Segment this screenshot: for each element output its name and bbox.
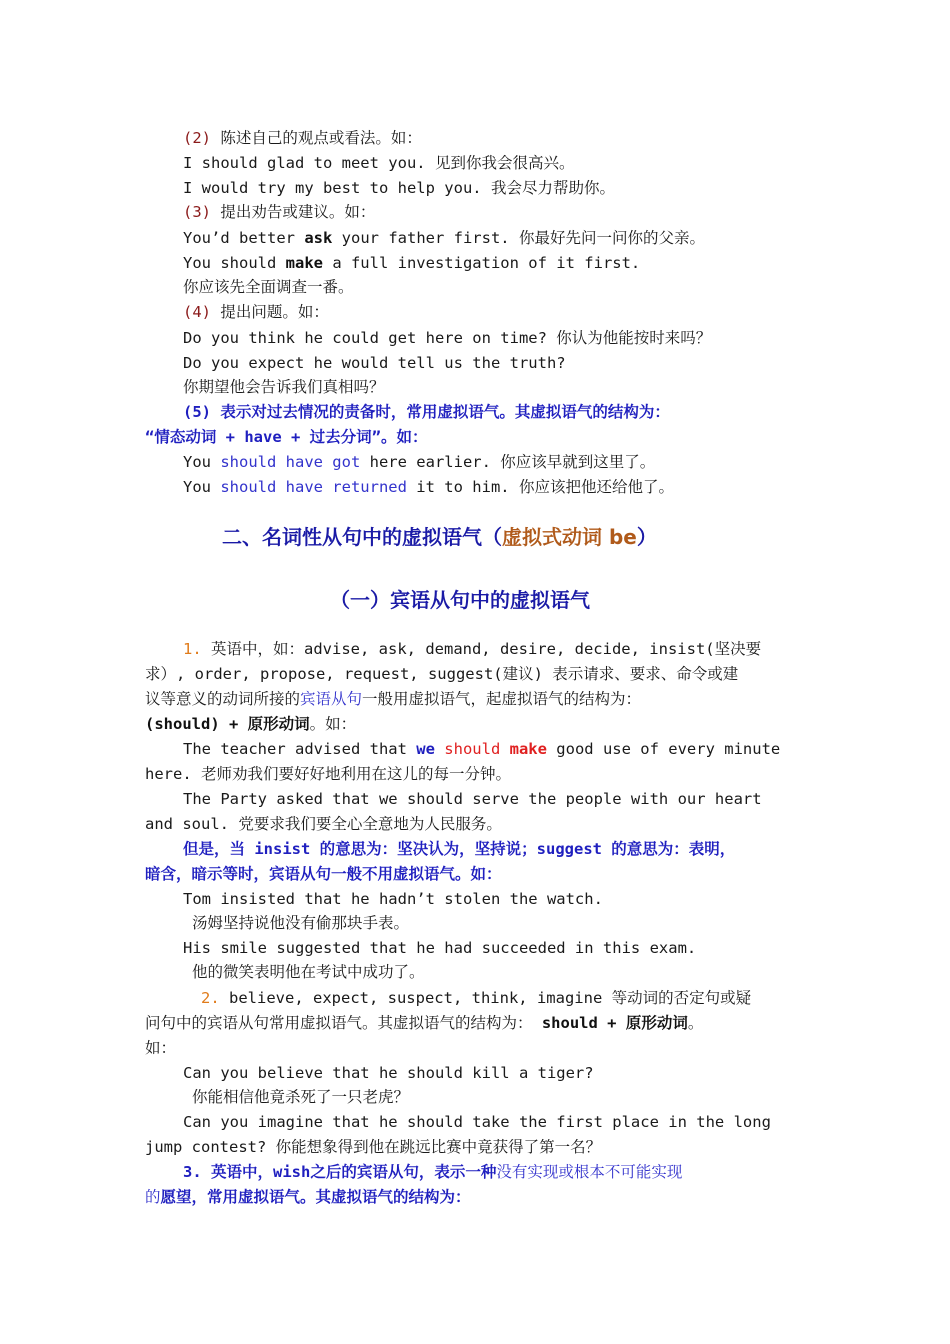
item-3-line: [183, 200, 375, 224]
paragraph-line: [183, 1160, 682, 1184]
text-run: 问句中的宾语从句常用虚拟语气。其虚拟语气的结构为：: [145, 1014, 542, 1032]
subject-word: we: [416, 740, 435, 758]
paragraph-line: [183, 637, 761, 661]
note-line: 但是，当 insist 的意思为：坚决认为，坚持说；suggest 的意思为：表明，: [183, 840, 736, 858]
text-run: 一般用虚拟语气，起虚拟语气的结构为：: [362, 690, 642, 708]
text-run: it to him. 你应该把他还给他了。: [406, 478, 674, 496]
text-run: You’d better: [183, 229, 305, 247]
heading-text: 二、名词性从句中的虚拟语气（: [222, 525, 502, 549]
example-line: here. 老师劝我们要好好地利用在这儿的每一分钟。: [145, 765, 511, 783]
verb-word: make: [509, 740, 547, 758]
paragraph-line: [145, 687, 641, 711]
text-run: 英语中，如：advise, ask, demand, desire, decide, insist(坚决要: [201, 640, 762, 658]
example-line: [183, 226, 705, 250]
note-line: 暗含，暗示等时，宾语从句一般不用虚拟语气。如：: [145, 865, 502, 883]
text-run: believe, expect, suspect, think, imagine 等动词的否定句或疑: [219, 989, 752, 1007]
text-run: 英语中，wish之后的宾语从句，表示一种: [201, 1163, 497, 1181]
example-line: [183, 737, 780, 761]
heading-highlight: 虚拟式动词 be: [502, 525, 637, 549]
paragraph-line: 如：: [145, 1039, 177, 1057]
item-text: 提出劝告或建议。如：: [220, 203, 376, 221]
translation-line: 他的微笑表明他在考试中成功了。: [192, 963, 425, 981]
highlighted-term: 宾语从句: [300, 690, 363, 708]
text-run: You: [183, 453, 221, 471]
text-run: 。: [687, 1014, 704, 1032]
text-run: a full investigation of it first.: [322, 254, 641, 272]
example-line: Can you imagine that he should take the first place in the long: [183, 1113, 771, 1131]
item-number: 1.: [183, 640, 202, 658]
item-number: (2): [183, 129, 211, 147]
example-line: I would try my best to help you. 我会尽力帮助你。: [183, 179, 615, 197]
item-text: 提出问题。如：: [220, 303, 329, 321]
example-line: [183, 450, 655, 474]
example-line: [183, 475, 674, 499]
example-line: and soul. 党要求我们要全心全意地为人民服务。: [145, 815, 502, 833]
paragraph-line: 求）, order, propose, request, suggest(建议) 表示请求、要求、命令或建: [145, 665, 739, 683]
item-number: 3.: [183, 1163, 202, 1181]
item-number: 2.: [201, 989, 220, 1007]
structure-formula: should + 原形动词: [541, 1014, 688, 1032]
modal-word: should: [434, 740, 510, 758]
example-line: jump contest? 你能想象得到他在跳远比赛中竟获得了第一名？: [145, 1138, 602, 1156]
text-run: here earlier. 你应该早就到这里了。: [360, 453, 656, 471]
text-run: You should: [183, 254, 286, 272]
text-run: good use of every minute: [546, 740, 781, 758]
example-line: Do you expect he would tell us the truth?: [183, 354, 566, 372]
highlighted-phrase: should have got: [220, 453, 361, 471]
example-line: I should glad to meet you. 见到你我会很高兴。: [183, 154, 575, 172]
emphasized-verb: make: [285, 254, 323, 272]
structure-formula: (should) + 原形动词: [145, 715, 310, 733]
translation-line: 你应该先全面调查一番。: [183, 278, 354, 296]
paragraph-line: [145, 712, 356, 736]
subsection-heading: （一）宾语从句中的虚拟语气: [330, 588, 590, 612]
text-run: You: [183, 478, 221, 496]
text-run: 的: [145, 1188, 161, 1206]
text-run: 愿望，常用虚拟语气。其虚拟语气的结构为：: [160, 1188, 471, 1206]
example-line: [183, 251, 640, 275]
example-line: Tom insisted that he hadn’t stolen the watch.: [183, 890, 603, 908]
text-run: The teacher advised that: [183, 740, 417, 758]
highlighted-phrase: should have returned: [220, 478, 407, 496]
example-line: The Party asked that we should serve the people with our heart: [183, 790, 762, 808]
text-run: 。如：: [309, 715, 357, 733]
item-text: 陈述自己的观点或看法。如：: [220, 129, 422, 147]
heading-text: ）: [636, 525, 657, 549]
translation-line: 你期望他会告诉我们真相吗？: [183, 378, 385, 396]
text-run: your father first. 你最好先问一问你的父亲。: [332, 229, 705, 247]
item-4-line: [183, 300, 329, 324]
rule-line: (5) 表示对过去情况的责备时，常用虚拟语气。其虚拟语气的结构为：: [183, 403, 670, 421]
example-line: His smile suggested that he had succeeded in this exam.: [183, 939, 697, 957]
item-number: (4): [183, 303, 211, 321]
rule-line: “情态动词 + have + 过去分词”。如：: [145, 428, 428, 446]
example-line: Can you believe that he should kill a tiger?: [183, 1064, 594, 1082]
item-2-line: [183, 126, 422, 150]
paragraph-line: [145, 1011, 703, 1035]
translation-line: 汤姆坚持说他没有偷那块手表。: [192, 914, 410, 932]
text-run: 议等意义的动词所接的: [145, 690, 301, 708]
paragraph-line: [145, 1185, 471, 1209]
paragraph-line: [201, 986, 751, 1010]
item-number: (3): [183, 203, 211, 221]
emphasized-verb: ask: [304, 229, 333, 247]
section-heading: [222, 522, 657, 552]
highlighted-phrase: 没有实现或根本不可能实现: [496, 1163, 683, 1181]
example-line: Do you think he could get here on time? 你认为他能按时来吗？: [183, 329, 712, 347]
translation-line: 你能相信他竟杀死了一只老虎？: [192, 1088, 410, 1106]
